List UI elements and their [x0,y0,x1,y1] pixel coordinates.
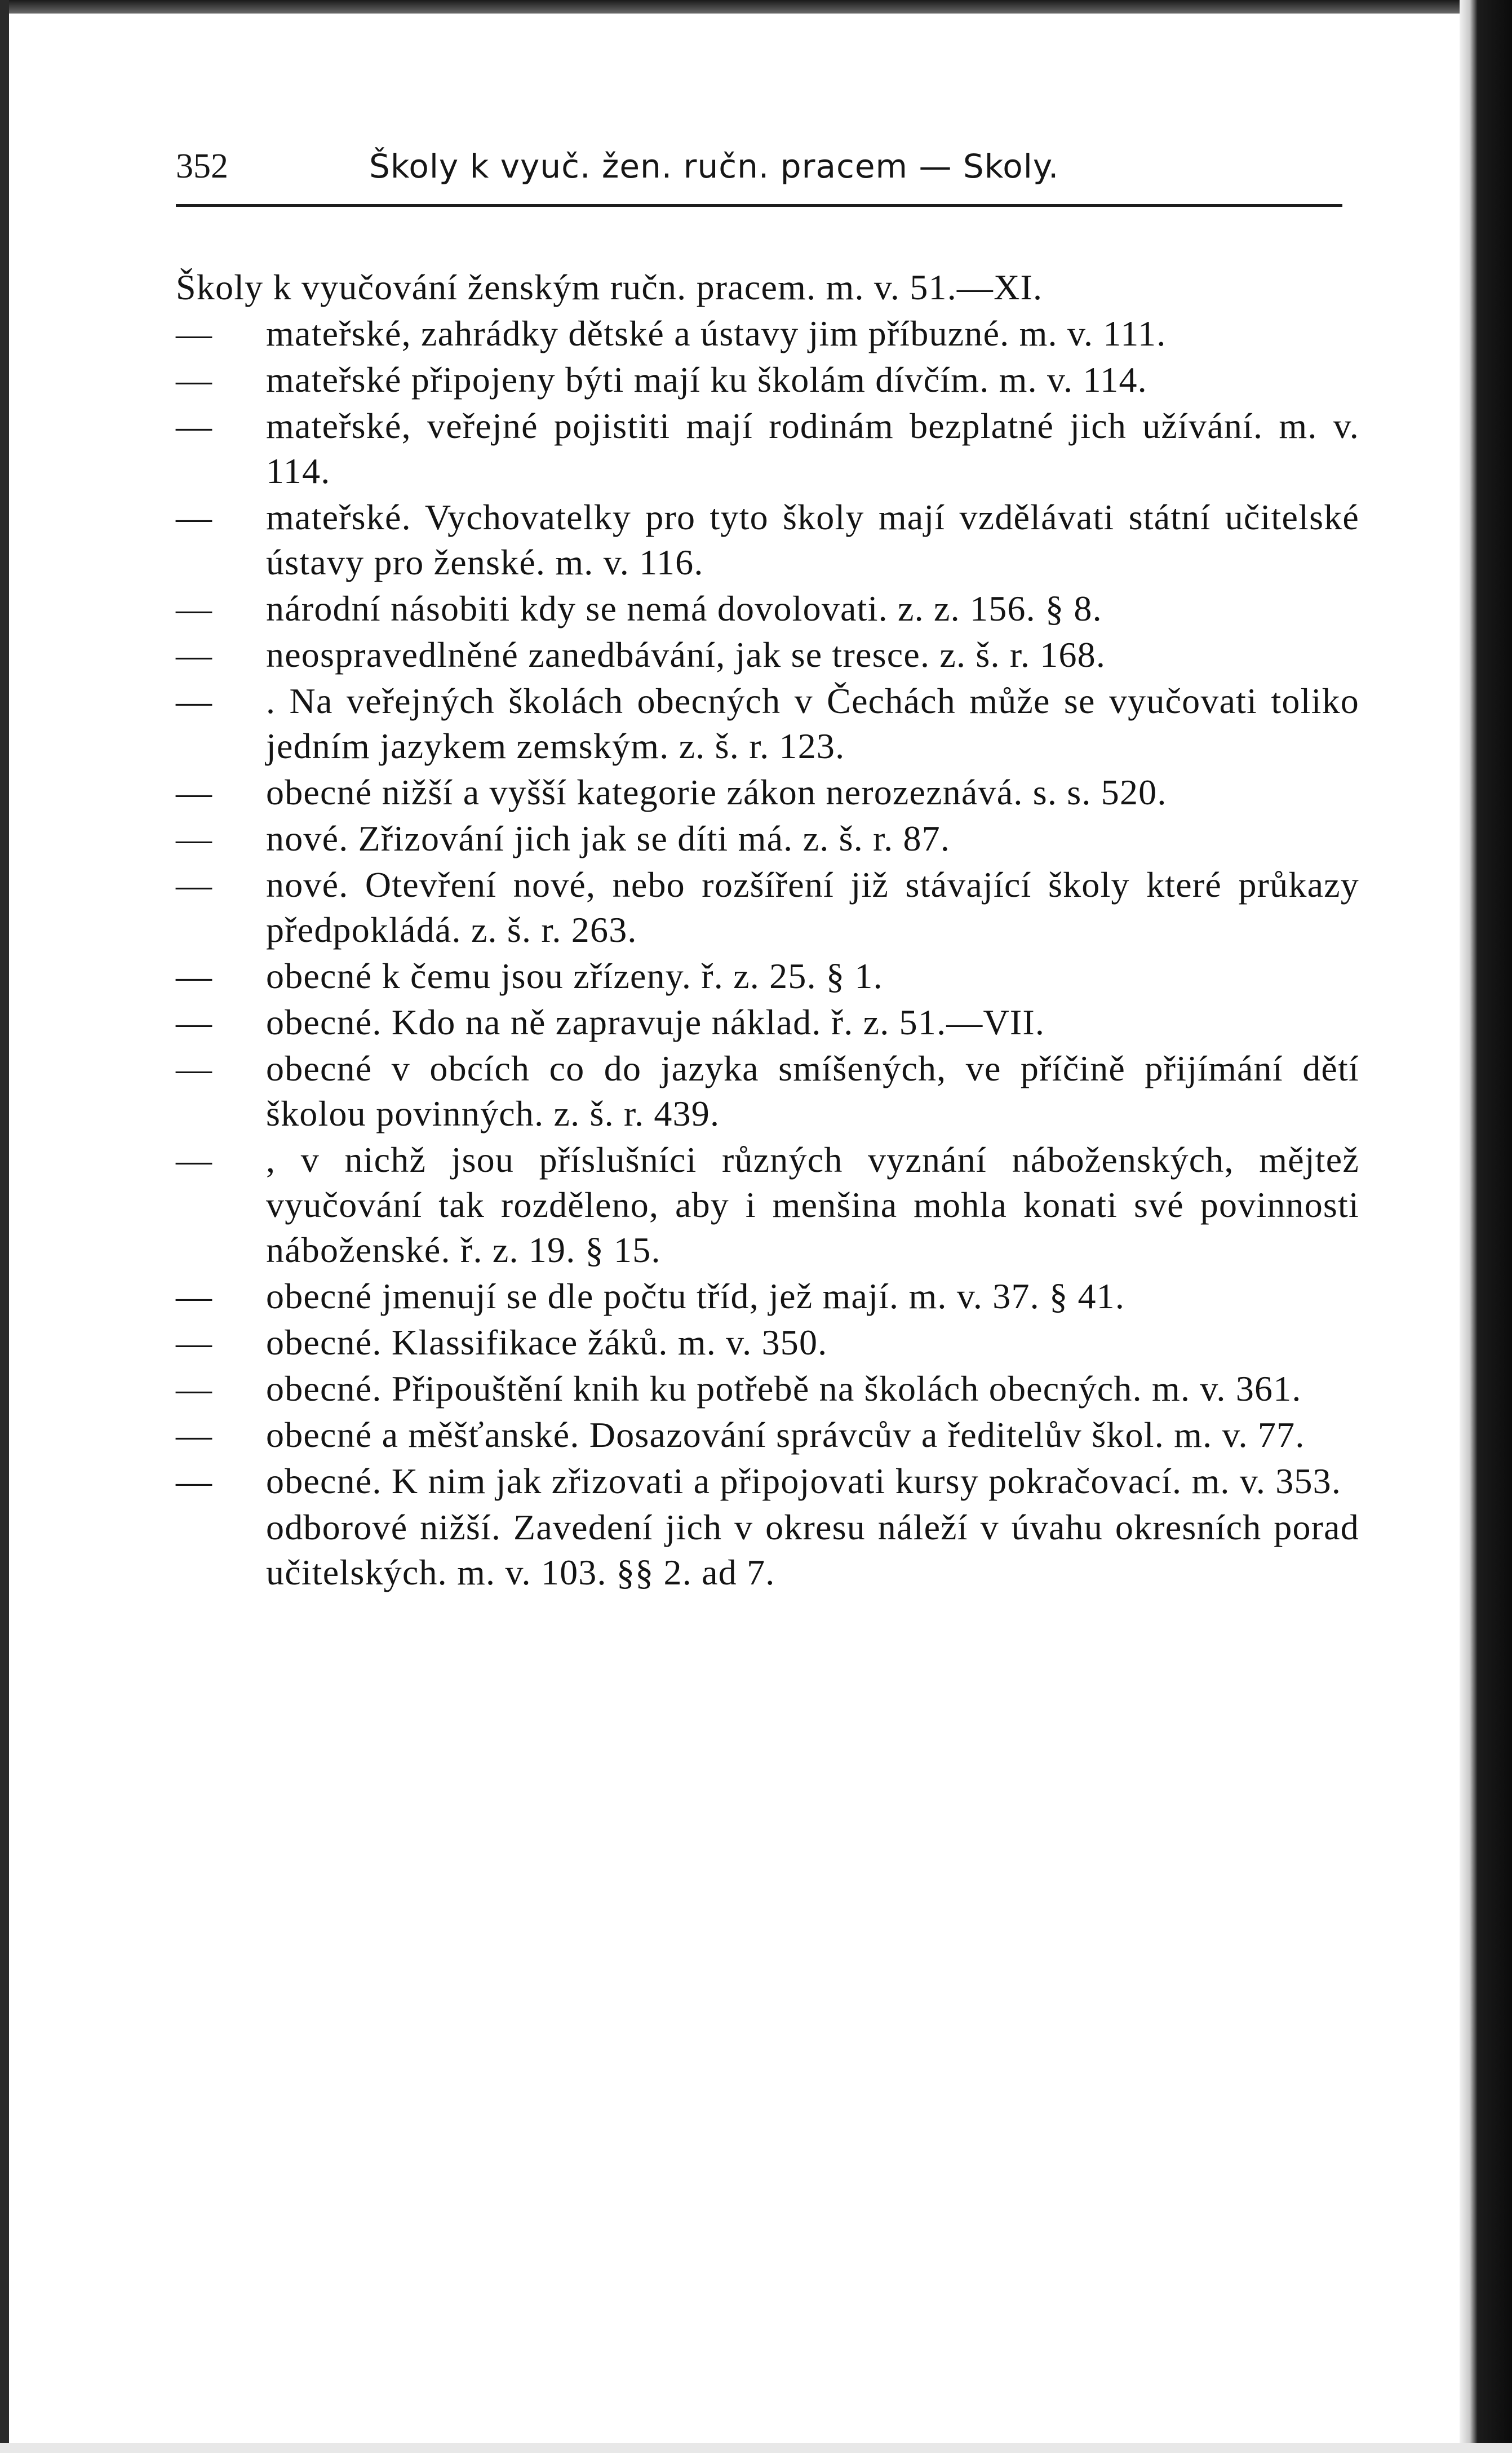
entry-text: , v nichž jsou příslušníci různých vyznání náboženských, mějtež vyučování tak rozděleno, aby i menšina mohla konati své povinnosti náboženské. ř. z. 19. § 15. [266,1140,1359,1270]
repeat-dash: — [176,497,213,537]
index-entry [176,1413,1359,1458]
entry-text: obecné. Klassifikace žáků. m. v. 350. [266,1322,828,1362]
repeat-dash: — [176,1048,213,1088]
repeat-dash: — [176,865,213,905]
repeat-dash: — [176,635,213,675]
entry-text: obecné k čemu jsou zřízeny. ř. z. 25. § 1. [266,956,883,996]
entry-text: obecné. Kdo na ně zapravuje náklad. ř. z. 51.—VII. [266,1002,1045,1042]
repeat-dash: — [176,1369,213,1409]
entry-text: obecné. K nim jak zřizovati a připojovati kursy pokračovací. m. v. 353. [266,1461,1342,1501]
entry-text: odborové nižší. Zavedení jich v okresu náleží v úvahu okresních porad učitelských. m. v. 103. §§ 2. ad 7. [266,1507,1359,1592]
index-entries [176,265,1359,1596]
index-entry [176,495,1359,585]
index-entry [176,1320,1359,1365]
repeat-dash: — [176,681,213,721]
entry-text: Školy k vyučování ženským ručn. pracem. m. v. 51.—XI. [176,267,1043,307]
repeat-dash: — [176,313,213,353]
repeat-dash: — [176,406,213,446]
repeat-dash: — [176,360,213,400]
entry-text: mateřské, veřejné pojistiti mají rodinám bezplatné jich užívání. m. v. 114. [266,406,1359,491]
index-entry [176,1505,1359,1595]
entry-text: mateřské. Vychovatelky pro tyto školy mají vzdělávati státní učitelské ústavy pro ženské. m. v. 116. [266,497,1359,582]
scan-border-right [1460,0,1512,2453]
scan-border-left [0,0,9,2453]
scan-border-top [0,0,1512,14]
repeat-dash: — [176,818,213,858]
repeat-dash: — [176,1276,213,1316]
page-header [0,144,1460,200]
index-entry [176,816,1359,861]
repeat-dash: — [176,956,213,996]
header-rule [176,204,1342,207]
index-entry [176,862,1359,953]
index-entry [176,265,1359,310]
page-number: 352 [176,147,228,185]
index-entry [176,1046,1359,1136]
entry-text: nové. Zřizování jich jak se díti má. z. š. r. 87. [266,818,951,858]
entry-text: obecné jmenují se dle počtu tříd, jež mají. m. v. 37. § 41. [266,1276,1125,1316]
index-entry [176,632,1359,678]
repeat-dash: — [176,1415,213,1455]
entry-text: obecné v obcích co do jazyka smíšených, ve příčině přijímání dětí školou povinných. z. š. r. 439. [266,1048,1359,1133]
entry-text: . Na veřejných školách obecných v Čechách může se vyučovati toliko jedním jazykem zemským. z. š. r. 123. [266,681,1359,766]
index-entry [176,404,1359,494]
repeat-dash: — [176,1322,213,1362]
index-entry [176,311,1359,356]
entry-text: mateřské, zahrádky dětské a ústavy jim příbuzné. m. v. 111. [266,313,1167,353]
index-entry [176,679,1359,769]
index-entry [176,954,1359,999]
entry-text: neospravedlněné zanedbávání, jak se tresce. z. š. r. 168. [266,635,1106,675]
repeat-dash: — [176,1002,213,1042]
entry-text: mateřské připojeny býti mají ku školám dívčím. m. v. 114. [266,360,1147,400]
entry-text: národní násobiti kdy se nemá dovolovati. z. z. 156. § 8. [266,588,1102,628]
entry-text: nové. Otevření nové, nebo rozšíření již stávající školy které průkazy předpokládá. z. š. r. 263. [266,865,1359,950]
entry-text: obecné a měšťanské. Dosazování správcův a ředitelův škol. m. v. 77. [266,1415,1305,1455]
index-entry [176,1000,1359,1045]
index-entry [176,586,1359,631]
repeat-dash: — [176,588,213,628]
index-entry [176,770,1359,815]
index-entry [176,1366,1359,1411]
repeat-dash: — [176,1461,213,1501]
scan-border-bottom [0,2443,1512,2453]
index-entry [176,1137,1359,1273]
repeat-dash: — [176,772,213,812]
index-entry [176,1459,1359,1504]
index-entry [176,1274,1359,1319]
running-head: Školy k vyuč. žen. ručn. pracem — Skoly. [369,147,1059,185]
entry-text: obecné. Připouštění knih ku potřebě na školách obecných. m. v. 361. [266,1369,1302,1409]
entry-text: obecné nižší a vyšší kategorie zákon nerozeznává. s. s. 520. [266,772,1167,812]
index-entry [176,357,1359,402]
repeat-dash: — [176,1140,213,1180]
